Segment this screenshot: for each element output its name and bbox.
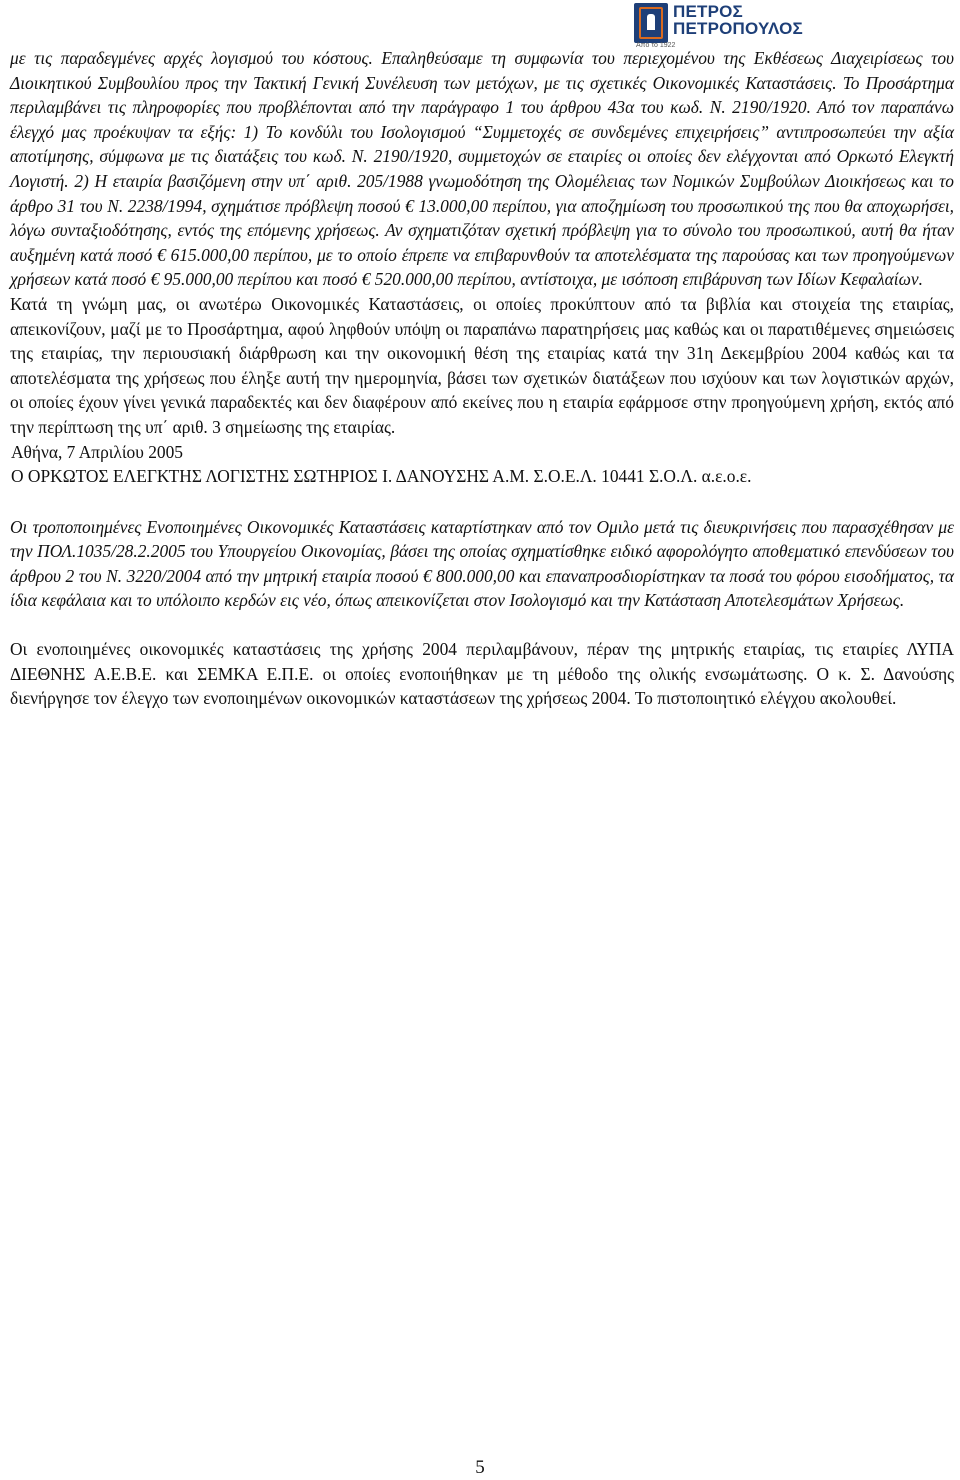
logo-emblem-icon <box>634 3 668 43</box>
company-logo <box>634 2 804 49</box>
auditor-signature-line: Ο ΟΡΚΩΤΟΣ ΕΛΕΓΚΤΗΣ ΛΟΓΙΣΤΗΣ ΣΩΤΗΡΙΟΣ Ι. ΔΑΝΟΥΣΗΣ Α.Μ. Σ.Ο.Ε.Λ. 10441 Σ.Ο.Λ. α.ε.ο.ε. <box>11 466 752 487</box>
paragraph-opinion: Κατά τη γνώμη μας, οι ανωτέρω Οικονομικές Καταστάσεις, οι οποίες προκύπτουν από τα βιβλία και στοιχεία της εταιρίας, απεικονίζουν, μαζί με το Προσάρτημα, αφού ληφθούν υπόψη οι παραπάνω παρατηρήσεις μας καθώς και οι παρατιθέμενες σημειώσεις της εταιρίας, την περιουσιακή διάρθρωση και την οικονομική θέση της εταιρίας κατά την 31η Δεκεμβρίου 2004 καθώς και τα αποτελέσματα της χρήσεως που έληξε αυτή την ημερομηνία, βάσει των σχετικών διατάξεων που ισχύουν και των λογιστικών αρχών, οι οποίες έχουν γίνει γενικά παραδεκτές και δεν διαφέρουν από εκείνες που η εταιρία εφάρμοσε στην προηγούμενη χρήση, εκτός από την περίπτωση της υπ΄ αριθ. 3 σημείωσης της εταιρίας. <box>10 293 954 437</box>
paragraph-amended-statements: Οι τροποποιημένες Ενοποιημένες Οικονομικές Καταστάσεις καταρτίστηκαν από τον Ομιλο μετά τις διευκρινήσεις που παρασχέθησαν με την ΠΟΛ.1035/28.2.2005 του Υπουργείου Οικονομίας, βάσει της οποίας σχηματίσθηκε ειδικό αφορολόγητο αποθεματικό επενδύσεων του άρθρου 2 του Ν. 3220/2004 από την μητρική εταιρία ποσού € 800.000,00 και επαναπροσδιορίστηκαν τα ποσά του φόρου εισοδήματος, τα ίδια κεφάλαια και το υπόλοιπο κερδών εις νέο, όπως απεικονίζεται στον Ισολογισμό και την Κατάσταση Αποτελεσμάτων Χρήσεως. <box>10 516 954 611</box>
document-body <box>10 46 954 711</box>
logo-name-line2: ΠΕΤΡΟΠΟΥΛΟΣ <box>673 19 803 38</box>
paragraph-audit-findings: με τις παραδεγμένες αρχές λογισμού του κόστους. Επαληθεύσαμε τη συμφωνία του περιεχομένου της Εκθέσεως Διαχειρίσεως του Διοικητικού Συμβουλίου προς την Τακτική Γενική Συνέλευση των μετόχων, με τις σχετικές Οικονομικές Καταστάσεις. Το Προσάρτημα περιλαμβάνει τις πληροφορίες που προβλέπονται από την παράγραφο 1 του άρθρου 43α του κωδ. Ν. 2190/1920. Από τον παραπάνω έλεγχό μας προέκυψαν τα εξής: 1) Το κονδύλι του Ισολογισμού “Συμμετοχές σε συνδεμένες επιχειρήσεις” αντιπροσωπεύει την αξία αποτίμησης, σύμφωνα με τις διατάξεις του κωδ. Ν. 2190/1920, συμμετοχών σε εταιρίες οι οποίες δεν ελέγχονται από Ορκωτό Ελεγκτή Λογιστή. 2) Η εταιρία βασιζόμενη στην υπ΄ αριθ. 205/1988 γνωμοδότηση της Ολομέλειας των Νομικών Συμβούλων Διοικήσεως και το άρθρο 31 του Ν. 2238/1994, σχημάτισε πρόβλεψη ποσού € 13.000,00 περίπου, για αποζημίωση του προσωπικού της που θα αποχωρήσει, λόγω συνταξιοδότησης, εντός της επόμενης χρήσεως. Αν σχηματιζόταν σχετική πρόβλεψη για το σύνολο του προσωπικού, αυτή θα ήταν αυξημένη κατά ποσό € 615.000,00 περίπου, με το οποίο έπρεπε να επιβαρυνθούν τα αποτελέσματα της παρούσας και των προηγούμενων χρήσεων κατά ποσό € 95.000,00 περίπου και ποσό € 520.000,00 περίπου, αντίστοιχα, με ισόποση επιβάρυνση των Ιδίων Κεφαλαίων. <box>10 48 954 290</box>
logo-name-line1: ΠΕΤΡΟΣ <box>673 2 743 21</box>
logo-tagline: Από το 1922 <box>636 42 676 49</box>
paragraph-consolidation: Οι ενοποιημένες οικονομικές καταστάσεις της χρήσης 2004 περιλαμβάνουν, πέραν της μητρικής εταιρίας, τις εταιρίες ΛΥΠΑ ΔΙΕΘΝΗΣ Α.Ε.Β.Ε. και ΣΕΜΚΑ Ε.Π.Ε. οι οποίες ενοποιήθηκαν με τη μέθοδο της ολικής ενσωμάτωσης. Ο κ. Σ. Δανούσης διενήργησε τον έλεγχο των ενοποιημένων οικονομικών καταστάσεων της χρήσεως 2004. Το πιστοποιητικό ελέγχου ακολουθεί. <box>10 639 954 709</box>
place-date: Αθήνα, 7 Απριλίου 2005 <box>11 441 183 462</box>
page-number: 5 <box>475 1457 485 1478</box>
